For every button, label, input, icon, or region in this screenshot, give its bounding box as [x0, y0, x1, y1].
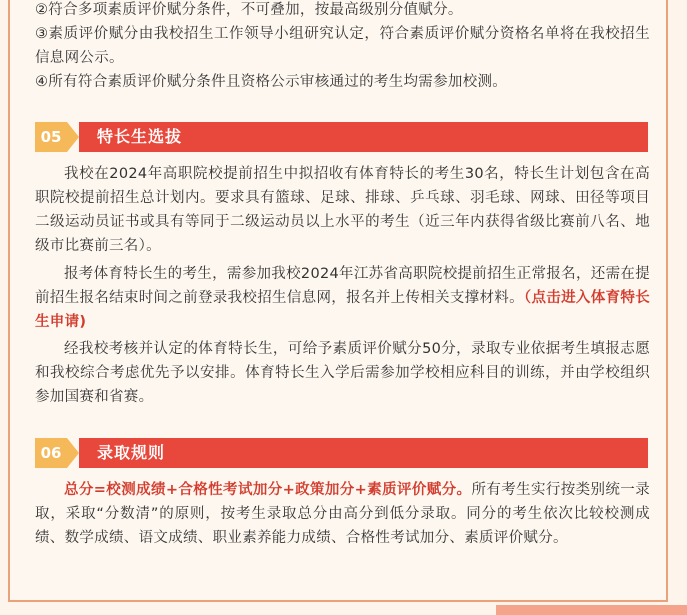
specialty-paragraph-3: 经我校考核并认定的体育特长生，可给予素质评价赋分50分，录取专业依据考生填报志愿和我校综合考虑优先予以安排。体育特长生入学后需参加学校相应科目的训练，并由学校组织参加国赛和省赛。 — [35, 341, 650, 405]
section-arrow — [67, 438, 79, 468]
admission-rules-text: 所有考生实行按类别统一录取，采取“分数清”的原则，按考生录取总分由高分到低分录取。同分的考生依次比较校测成绩、数学成绩、语文成绩、职业素养能力成绩、合格性考试加分、素质评价赋分。 — [35, 482, 650, 546]
specialty-paragraph-1: 我校在2024年高职院校提前招生中拟招收有体育特长的考生30名，特长生计划包含在高职院校提前招生总计划内。要求具有篮球、足球、排球、乒乓球、羽毛球、网球、田径等项目二级运动员证书或具有等同于二级运动员以上水平的考生（近三年内获得省级比赛前八名、地级市比赛前三名）。 — [35, 166, 650, 254]
specialty-paragraph-2-text: 报考体育特长生的考生，需参加我校2024年江苏省高职院校提前招生正常报名，还需在提前招生报名结束时间之前登录我校招生信息网，报名并上传相关支撑材料。 — [35, 266, 650, 306]
sports-application-link[interactable]: （点击进入体育特长生申请) — [35, 290, 650, 330]
rule-2: ②符合多项素质评价赋分条件，不可叠加，按最高级别分值赋分。 — [35, 2, 463, 18]
specialty-paragraph-2 — [35, 262, 650, 334]
admission-paragraph — [35, 478, 650, 550]
rule-3: ③素质评价赋分由我校招生工作领导小组研究认定，符合素质评价赋分资格名单将在我校招生信息网公示。 — [35, 26, 650, 66]
section-arrow — [67, 122, 79, 152]
section-number: 05 — [35, 122, 67, 152]
section-header-admission — [35, 438, 648, 468]
section-title: 特长生选拔 — [97, 127, 183, 146]
decorative-bar — [496, 605, 687, 615]
rule-4: ④所有符合素质评价赋分条件且资格公示审核通过的考生均需参加校测。 — [35, 74, 508, 90]
section-number: 06 — [35, 438, 67, 468]
section-title: 录取规则 — [97, 443, 166, 462]
score-formula: 总分=校测成绩+合格性考试加分+政策加分+素质评价赋分。 — [64, 482, 472, 498]
section-header-specialty — [35, 122, 648, 152]
